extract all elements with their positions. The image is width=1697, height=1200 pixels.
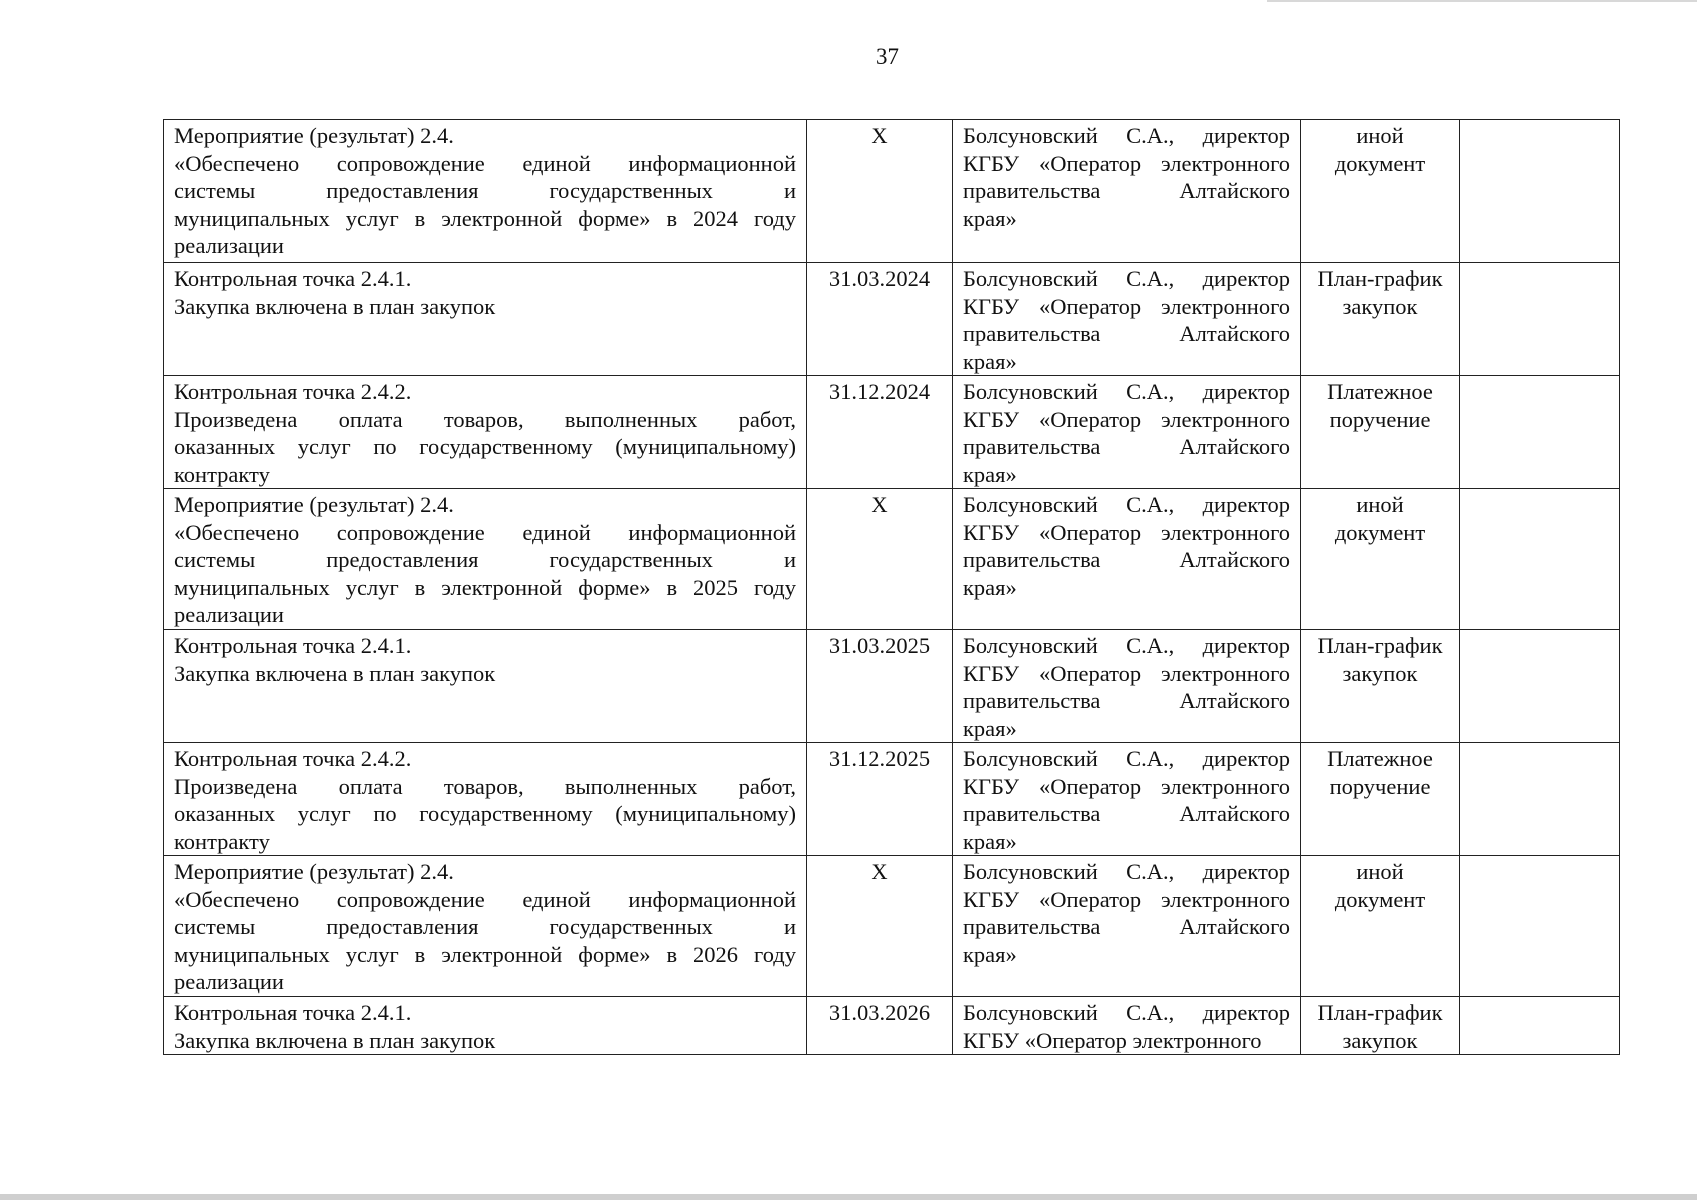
activity-description-cell bbox=[164, 856, 807, 997]
responsible-text-line: КГБУ «Оператор электронного bbox=[963, 773, 1290, 799]
responsible-text-line: Болсуновский С.А., директор bbox=[963, 492, 1290, 517]
table-row bbox=[164, 489, 1620, 630]
responsible-text-line: края» bbox=[963, 574, 1017, 600]
responsible-text-line: правительства Алтайского bbox=[963, 688, 1290, 713]
responsible-text-line: Болсуновский С.А., директор bbox=[963, 859, 1290, 884]
responsible-text-line: правительства Алтайского bbox=[963, 801, 1290, 826]
responsible-text-line: Болсуновский С.А., директор bbox=[963, 379, 1290, 404]
responsible-cell bbox=[953, 743, 1301, 856]
responsible-cell bbox=[953, 489, 1301, 630]
activity-text-line: оказанных услуг по государственному (муниципальному) bbox=[174, 434, 796, 459]
empty-cell bbox=[1460, 263, 1620, 376]
deadline-cell: X bbox=[807, 856, 953, 997]
empty-cell bbox=[1460, 630, 1620, 743]
deadline-cell: X bbox=[807, 120, 953, 263]
activity-text-line: системы предоставления государственных и bbox=[174, 547, 796, 572]
activity-text-line: «Обеспечено сопровождение единой информационной bbox=[174, 886, 796, 912]
responsible-text-line: КГБУ «Оператор электронного bbox=[963, 293, 1290, 319]
table-row bbox=[164, 743, 1620, 856]
activity-text-line: Произведена оплата товаров, выполненных работ, bbox=[174, 406, 796, 432]
activity-text-line: оказанных услуг по государственному (муниципальному) bbox=[174, 801, 796, 826]
activity-text-line: муниципальных услуг в электронной форме» в 2026 году bbox=[174, 941, 796, 967]
activity-description-cell bbox=[164, 997, 807, 1055]
table-row bbox=[164, 120, 1620, 263]
responsible-text-line: Болсуновский С.А., директор bbox=[963, 266, 1290, 291]
activity-title: Мероприятие (результат) 2.4. bbox=[174, 859, 454, 884]
table-row bbox=[164, 263, 1620, 376]
responsible-cell bbox=[953, 997, 1301, 1055]
deadline-cell: 31.03.2026 bbox=[807, 997, 953, 1055]
activity-title: Мероприятие (результат) 2.4. bbox=[174, 123, 454, 148]
activity-description-cell bbox=[164, 263, 807, 376]
activity-text-line: реализации bbox=[174, 969, 284, 994]
responsible-text-line: края» bbox=[963, 715, 1017, 741]
plan-table bbox=[163, 119, 1620, 1055]
empty-cell bbox=[1460, 997, 1620, 1055]
activity-text-line: Произведена оплата товаров, выполненных работ, bbox=[174, 773, 796, 799]
scan-bottom-bar bbox=[0, 1194, 1697, 1200]
responsible-text-line: Болсуновский С.А., директор bbox=[963, 746, 1290, 771]
scan-top-rule bbox=[1267, 0, 1697, 2]
deadline-cell: X bbox=[807, 489, 953, 630]
activity-title: Контрольная точка 2.4.1. bbox=[174, 633, 412, 658]
responsible-text-line: Болсуновский С.А., директор bbox=[963, 123, 1290, 148]
responsible-text-line: края» bbox=[963, 828, 1017, 854]
deadline-cell: 31.03.2024 bbox=[807, 263, 953, 376]
activity-text-line: Закупка включена в план закупок bbox=[174, 293, 496, 319]
responsible-text-line: правительства Алтайского bbox=[963, 178, 1290, 203]
empty-cell bbox=[1460, 120, 1620, 263]
document-type-cell: Платежное поручение bbox=[1301, 376, 1460, 489]
empty-cell bbox=[1460, 856, 1620, 997]
responsible-text-line: правительства Алтайского bbox=[963, 434, 1290, 459]
document-type-cell: План-график закупок bbox=[1301, 263, 1460, 376]
responsible-text-line: КГБУ «Оператор электронного bbox=[963, 660, 1290, 686]
responsible-text-line: правительства Алтайского bbox=[963, 914, 1290, 939]
responsible-cell bbox=[953, 120, 1301, 263]
responsible-text-line: края» bbox=[963, 205, 1017, 231]
empty-cell bbox=[1460, 376, 1620, 489]
deadline-cell: 31.12.2024 bbox=[807, 376, 953, 489]
responsible-text-line: края» bbox=[963, 941, 1017, 967]
responsible-text-line: Болсуновский С.А., директор bbox=[963, 633, 1290, 658]
activity-text-line: системы предоставления государственных и bbox=[174, 914, 796, 939]
responsible-cell bbox=[953, 856, 1301, 997]
document-type-cell: Платежное поручение bbox=[1301, 743, 1460, 856]
document-type-cell: План-график закупок bbox=[1301, 630, 1460, 743]
responsible-text-line: края» bbox=[963, 461, 1017, 487]
responsible-cell bbox=[953, 630, 1301, 743]
activity-text-line: муниципальных услуг в электронной форме» в 2024 году bbox=[174, 205, 796, 231]
activity-text-line: Закупка включена в план закупок bbox=[174, 1027, 496, 1053]
activity-text-line: контракту bbox=[174, 461, 270, 487]
empty-cell bbox=[1460, 489, 1620, 630]
responsible-text-line: Болсуновский С.А., директор bbox=[963, 1000, 1290, 1025]
activity-text-line: контракту bbox=[174, 828, 270, 854]
activity-title: Контрольная точка 2.4.1. bbox=[174, 1000, 412, 1025]
responsible-text-line: КГБУ «Оператор электронного bbox=[963, 406, 1290, 432]
activity-text-line: «Обеспечено сопровождение единой информационной bbox=[174, 150, 796, 176]
responsible-text-line: КГБУ «Оператор электронного bbox=[963, 1027, 1262, 1053]
responsible-text-line: правительства Алтайского bbox=[963, 321, 1290, 346]
responsible-text-line: КГБУ «Оператор электронного bbox=[963, 886, 1290, 912]
activity-description-cell bbox=[164, 630, 807, 743]
activity-title: Контрольная точка 2.4.2. bbox=[174, 379, 412, 404]
deadline-cell: 31.12.2025 bbox=[807, 743, 953, 856]
document-type-cell: План-график закупок bbox=[1301, 997, 1460, 1055]
activity-description-cell bbox=[164, 743, 807, 856]
responsible-cell bbox=[953, 263, 1301, 376]
activity-title: Мероприятие (результат) 2.4. bbox=[174, 492, 454, 517]
deadline-cell: 31.03.2025 bbox=[807, 630, 953, 743]
table-row bbox=[164, 997, 1620, 1055]
activity-text-line: Закупка включена в план закупок bbox=[174, 660, 496, 686]
document-type-cell: иной документ bbox=[1301, 856, 1460, 997]
activity-description-cell bbox=[164, 120, 807, 263]
activity-description-cell bbox=[164, 489, 807, 630]
responsible-text-line: КГБУ «Оператор электронного bbox=[963, 519, 1290, 545]
table-row bbox=[164, 376, 1620, 489]
activity-description-cell bbox=[164, 376, 807, 489]
responsible-text-line: КГБУ «Оператор электронного bbox=[963, 150, 1290, 176]
table-row bbox=[164, 856, 1620, 997]
plan-table-body bbox=[164, 120, 1620, 1055]
activity-text-line: системы предоставления государственных и bbox=[174, 178, 796, 203]
activity-title: Контрольная точка 2.4.2. bbox=[174, 746, 412, 771]
table-row bbox=[164, 630, 1620, 743]
activity-text-line: муниципальных услуг в электронной форме» в 2025 году bbox=[174, 574, 796, 600]
responsible-text-line: правительства Алтайского bbox=[963, 547, 1290, 572]
activity-text-line: реализации bbox=[174, 233, 284, 258]
activity-text-line: реализации bbox=[174, 602, 284, 627]
responsible-cell bbox=[953, 376, 1301, 489]
document-type-cell: иной документ bbox=[1301, 489, 1460, 630]
page-number: 37 bbox=[876, 44, 899, 69]
responsible-text-line: края» bbox=[963, 348, 1017, 374]
document-type-cell: иной документ bbox=[1301, 120, 1460, 263]
activity-text-line: «Обеспечено сопровождение единой информационной bbox=[174, 519, 796, 545]
empty-cell bbox=[1460, 743, 1620, 856]
activity-title: Контрольная точка 2.4.1. bbox=[174, 266, 412, 291]
